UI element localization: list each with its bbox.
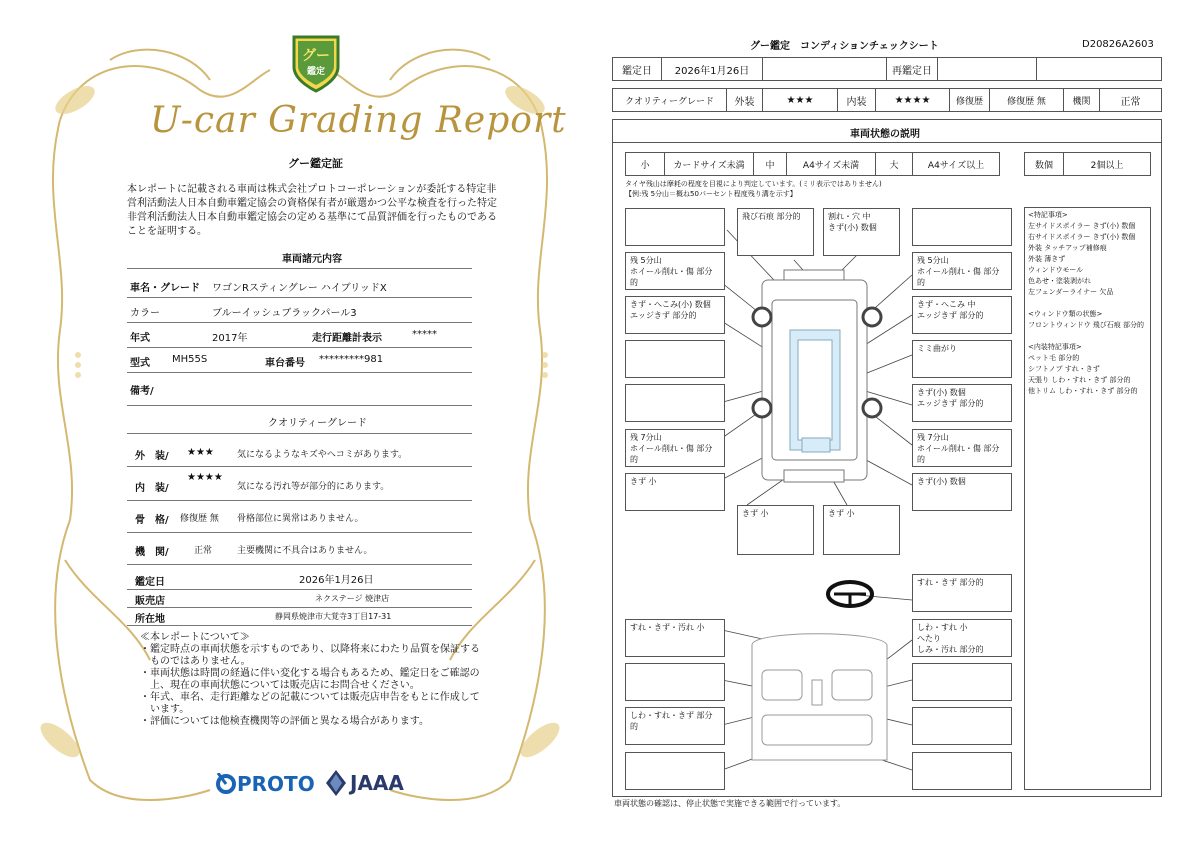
label: 骨 格/ <box>135 515 169 526</box>
callout-right-dent: きず・へこみ 中 エッジきず 部分的 <box>912 296 1012 334</box>
legend-large-desc: A4サイズ以上 <box>912 152 1000 176</box>
svg-text:グー: グー <box>302 48 330 64</box>
engine-value: 正常 <box>1099 88 1162 112</box>
label: 車名・グレード <box>130 283 200 294</box>
rating: 修復歴 無 <box>180 514 219 524</box>
quality-row-exterior <box>127 440 472 467</box>
desc: 気になる汚れ等が部分的にあります。 <box>237 482 390 492</box>
doc-id: D20826A2603 <box>1082 39 1154 50</box>
callout-tire-rear-right: 残 7分山 ホイール削れ・傷 部分的 <box>912 429 1012 467</box>
engine-label: 機関 <box>1063 88 1100 112</box>
sheet-title: グー鑑定 コンディションチェックシート <box>750 41 939 52</box>
address-row <box>127 607 472 626</box>
rating: 正常 <box>194 546 213 556</box>
label: 型式 <box>130 358 150 369</box>
jaaa-mark-icon <box>326 770 346 796</box>
spec-row-model <box>127 347 472 373</box>
grade-label: クオリティーグレード <box>612 88 727 112</box>
proto-mark-icon <box>216 773 236 795</box>
rating: ★★★★ <box>187 472 223 483</box>
callout-interior-right-4 <box>912 752 1012 790</box>
quality-heading: クオリティーグレード <box>268 418 367 429</box>
value: 2026年1月26日 <box>299 575 374 586</box>
value: 2017年 <box>212 333 248 344</box>
callout-interior-right-1: しわ・すれ 小 へたり しみ・汚れ 部分的 <box>912 619 1012 657</box>
divider <box>127 433 472 434</box>
legend-small: 小 <box>625 152 665 176</box>
explain-heading: 車両状態の説明 <box>850 129 920 140</box>
legend-small-desc: カードサイズ未満 <box>664 152 754 176</box>
spec-heading: 車両諸元内容 <box>282 254 342 265</box>
label: 内 装/ <box>135 483 169 494</box>
label: 走行距離計表示 <box>312 333 382 344</box>
label: 備考/ <box>130 386 154 397</box>
callout-front-crack: 割れ・穴 中 きず(小) 数個 <box>823 208 900 256</box>
goo-badge-logo <box>288 33 344 93</box>
callout-tire-rear-left: 残 7分山 ホイール削れ・傷 部分的 <box>625 429 725 467</box>
int-value: ★★★★ <box>875 88 950 112</box>
callout-rear-bottom-2: きず 小 <box>823 505 900 555</box>
quality-row-frame <box>127 504 472 533</box>
redate-value <box>937 57 1037 81</box>
date-label: 鑑定日 <box>612 57 662 81</box>
divider <box>612 142 1162 143</box>
label: 車台番号 <box>265 358 305 369</box>
divider <box>127 268 472 269</box>
note-item: ・評価については他検査機関等の評価と異なる場合があります。 <box>140 716 429 727</box>
legend-count-desc: 2個以上 <box>1063 152 1151 176</box>
desc: 主要機関に不具合はありません。 <box>237 546 373 556</box>
jaaa-logo <box>326 770 404 796</box>
label: 機 関/ <box>135 547 169 558</box>
callout-rear-left: きず 小 <box>625 473 725 511</box>
callout-interior-right-3 <box>912 707 1012 745</box>
proto-wordmark: PROTO <box>237 772 315 796</box>
repair-label: 修復歴 <box>949 88 990 112</box>
note-item: ・車両状態は時間の経過に伴い変化する場合もあるため、鑑定日をご確認の上、現在の車両状態については販売店にお問合せください。 <box>140 668 480 691</box>
legend-count: 数個 <box>1024 152 1064 176</box>
callout-tire-front-left: 残 5分山 ホイール削れ・傷 部分的 <box>625 252 725 290</box>
label: カラー <box>130 308 160 319</box>
value: ワゴンRスティングレー ハイブリッドX <box>212 283 387 294</box>
label: 販売店 <box>135 596 165 607</box>
callout-tire-front-right: 残 5分山 ホイール削れ・傷 部分的 <box>912 252 1012 290</box>
quality-row-engine <box>127 536 472 565</box>
spec-row-color <box>127 297 472 323</box>
legend-large: 大 <box>875 152 913 176</box>
callout-left-mid <box>625 340 725 378</box>
int-label: 内装 <box>837 88 876 112</box>
dealer-row <box>127 589 472 608</box>
quality-row-interior <box>127 470 472 501</box>
spec-row-remarks <box>127 375 472 406</box>
callout-front-right <box>912 208 1012 246</box>
callout-front-chip: 飛び石痕 部分的 <box>737 208 814 256</box>
note-item: ・鑑定時点の車両状態を示すものであり、以降将来にわたり品質を保証するものではありません。 <box>140 644 480 667</box>
repair-value: 修復歴 無 <box>989 88 1064 112</box>
spec-row-year <box>127 322 472 348</box>
callout-interior-left-1: すれ・きず・汚れ 小 <box>625 619 725 657</box>
rating: ★★★ <box>187 447 214 458</box>
legend-medium: 中 <box>753 152 787 176</box>
report-title: U-car Grading Report <box>150 100 567 141</box>
cert-heading: グー鑑定証 <box>288 157 343 170</box>
callout-right-bend: ミミ曲がり <box>912 340 1012 378</box>
value: ネクステージ 焼津店 <box>315 594 390 603</box>
note-item: ・年式、車名、走行距離などの記載については販売店申告をもとに作成しています。 <box>140 692 480 715</box>
callout-front-left <box>625 208 725 246</box>
value: ***** <box>412 329 437 340</box>
special-notes-panel: <特記事項> 左サイドスポイラー きず(小) 数個 右サイドスポイラー きず(小) 数個 外装 タッチアップ補修痕 外装 薄きず ウィンドウモール 色あせ・塗装剥がれ 左フェンダーライナー 欠品 <ウィンドウ類の状態> フロントウィンドウ 飛び石痕 部分的 <内装特記事項> ペット毛 部分的 シフトノブ すれ・きず 天張り しわ・すれ・きず 部分的 他トリム しわ・すれ・きず 部分的 <box>1024 207 1151 790</box>
desc: 骨格部位に異常はありません。 <box>237 514 364 524</box>
callout-interior-right-2 <box>912 663 1012 701</box>
redate-label: 再鑑定日 <box>886 57 938 81</box>
redate-blank <box>1036 57 1162 81</box>
proto-logo <box>216 772 315 796</box>
callout-rear-right: きず(小) 数個 <box>912 473 1012 511</box>
callout-interior-left-2 <box>625 663 725 701</box>
ext-label: 外装 <box>726 88 763 112</box>
tire-note-1: タイヤ残山は摩耗の程度を目視により判定しています。(ミリ表示ではありません) <box>625 180 882 188</box>
cert-text: 本レポートに記載される車両は株式会社プロトコーポレーションが委託する特定非営利活動法人日本自動車鑑定協会の資格保有者が厳選かつ公平な検査を行った特定非営利活動法人日本自動車鑑定協会の定める基準にて品質評価を行ったものであることを証明する。 <box>127 184 497 237</box>
value: MH55S <box>172 354 208 365</box>
value: ブルーイッシュブラックパール3 <box>212 308 357 319</box>
callout-right-scratch: きず(小) 数個 エッジきず 部分的 <box>912 384 1012 422</box>
svg-text:鑑定: 鑑定 <box>306 67 326 77</box>
callout-steering: すれ・きず 部分的 <box>912 574 1012 612</box>
report-notes <box>138 632 488 728</box>
notes-heading: ≪本レポートについて≫ <box>140 632 250 643</box>
label: 所在地 <box>135 614 165 625</box>
value: 静岡県焼津市大覚寺3丁目17-31 <box>275 612 392 621</box>
callout-interior-left-3: しわ・すれ・きず 部分的 <box>625 707 725 745</box>
spec-row-name <box>127 272 472 298</box>
callout-left-rear-mid <box>625 384 725 422</box>
callout-rear-bottom-1: きず 小 <box>737 505 814 555</box>
label: 年式 <box>130 333 150 344</box>
date-value: 2026年1月26日 <box>661 57 763 81</box>
legend-medium-desc: A4サイズ未満 <box>786 152 876 176</box>
label: 外 装/ <box>135 451 169 462</box>
ext-value: ★★★ <box>762 88 838 112</box>
tire-note-2: 【例:残 5分山＝概ね50パーセント程度残り溝を示す】 <box>625 190 797 198</box>
sheet-footer: 車両状態の確認は、停止状態で実施できる範囲で行っています。 <box>614 799 846 808</box>
value: *********981 <box>319 354 384 365</box>
appraisal-date-row <box>127 568 472 590</box>
desc: 気になるようなキズやヘコミがあります。 <box>237 450 408 460</box>
steering-wheel-icon <box>828 582 872 606</box>
jaaa-wordmark: JAAA <box>350 771 404 795</box>
callout-left-dent: きず・へこみ(小) 数個 エッジきず 部分的 <box>625 296 725 334</box>
callout-interior-left-4 <box>625 752 725 790</box>
label: 鑑定日 <box>135 577 165 588</box>
date-blank <box>762 57 887 81</box>
